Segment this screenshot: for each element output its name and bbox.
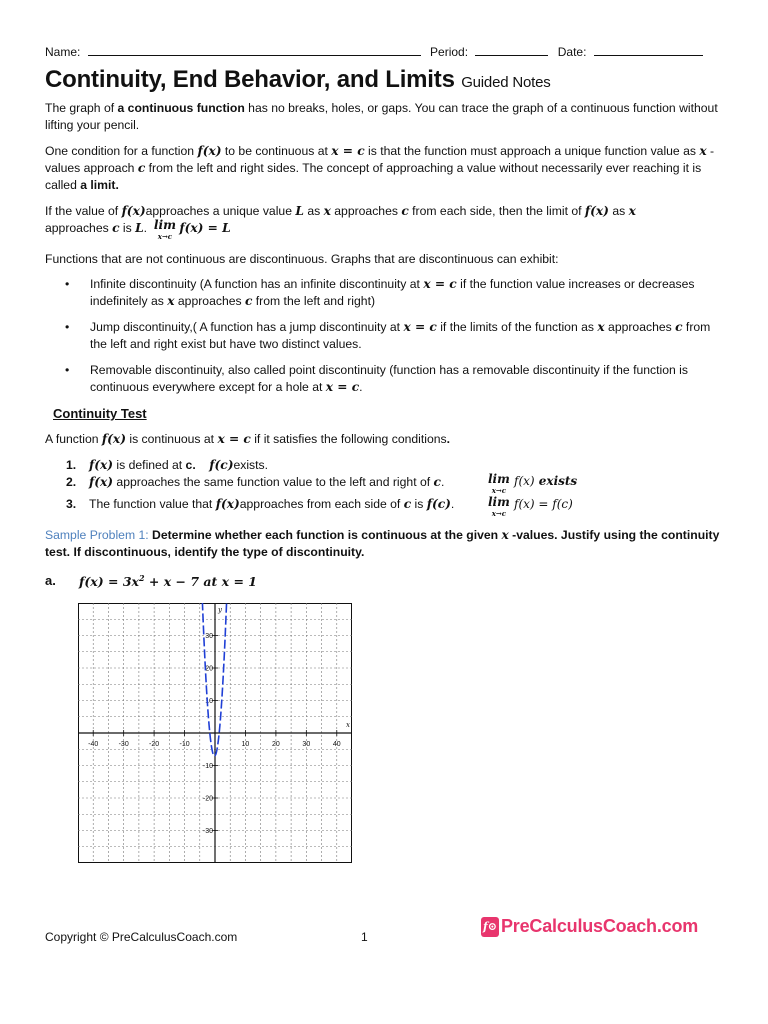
text: to be continuous at <box>221 144 332 158</box>
bold-term: a limit. <box>80 178 119 192</box>
text: One condition for a function <box>45 144 198 158</box>
lim-word: lim <box>153 218 176 232</box>
page-title <box>45 66 551 94</box>
text: The function value that <box>89 497 216 511</box>
brand-icon: f⊙ <box>481 917 499 937</box>
brand-logo[interactable] <box>481 916 698 937</box>
name-field[interactable] <box>88 45 421 56</box>
title-sub: Guided Notes <box>461 74 551 91</box>
text: from each side, then the limit of <box>408 204 585 218</box>
name-label: Name: <box>45 45 81 59</box>
lim-word: lim <box>488 472 510 486</box>
math: f(x) <box>584 204 609 218</box>
math: x <box>628 204 636 218</box>
paragraph-discontinuous: Functions that are not continuous are discontinuous. Graphs that are discontinuous can exhibit: <box>45 252 559 266</box>
text: approaches a unique value <box>145 204 296 218</box>
text: Determine whether each function is continuous at the given <box>148 528 502 542</box>
sample-problem <box>45 527 725 561</box>
math: c <box>112 221 120 235</box>
period-label: Period: <box>430 45 469 59</box>
math: x = c <box>403 320 437 334</box>
x-tick-label: 20 <box>271 741 280 748</box>
text: is defined at <box>113 458 186 472</box>
exponent: 2 <box>139 573 145 583</box>
text: Jump discontinuity,( A function has a jump discontinuity at <box>90 320 404 334</box>
text: is <box>411 497 427 511</box>
bold-term: a continuous function <box>117 101 245 115</box>
text: from the left and right sides. The concept of approaching a value without necessarily ever reaching it is called <box>45 161 702 192</box>
limit-notation <box>488 497 510 519</box>
text: A function <box>45 432 102 446</box>
worksheet-header <box>45 45 725 59</box>
brand-name: PreCalculusCoach.com <box>501 916 699 936</box>
x-tick-label: 10 <box>241 741 250 748</box>
period-field[interactable] <box>475 45 548 56</box>
y-tick-label: -10 <box>202 763 213 770</box>
math: f(x) <box>101 432 126 446</box>
text: is <box>119 221 136 235</box>
limit-exists <box>488 474 577 496</box>
math: x = c <box>423 277 457 291</box>
lim-subscript: x→c <box>157 232 173 241</box>
text: as <box>303 204 324 218</box>
x-tick-label: -40 <box>88 741 99 748</box>
math: f(x) <box>215 497 240 511</box>
number: 1. <box>66 458 77 472</box>
math: c <box>433 475 441 489</box>
math: c <box>401 204 409 218</box>
x-tick-label: 30 <box>302 741 311 748</box>
math: x = c <box>325 380 360 394</box>
condition-2 <box>66 474 444 491</box>
paragraph-limit-intro <box>45 143 725 194</box>
text: Infinite discontinuity (A function has an infinite discontinuity at <box>90 277 424 291</box>
list-item <box>45 276 725 310</box>
y-axis-label: y <box>218 606 222 614</box>
part-a-function <box>79 573 257 589</box>
lim-word: lim <box>488 495 510 509</box>
discontinuity-list <box>45 276 725 405</box>
math: f(x) <box>89 475 114 489</box>
text: Removable discontinuity, also called point discontinuity (function has a removable discontinuity if the function is continuous everywhere except for a hole at <box>90 363 688 394</box>
math: c <box>403 497 412 511</box>
text: from the left and right exist but have two distinct values. <box>90 320 711 351</box>
x-tick-label: -30 <box>118 741 129 748</box>
page-number: 1 <box>361 930 368 944</box>
text: If the value of <box>45 204 122 218</box>
text: if the limits of the function as <box>436 320 598 334</box>
text: . <box>446 432 450 446</box>
math: f(c) <box>426 497 451 511</box>
lim-subscript: x→c <box>491 509 507 518</box>
math: c <box>137 161 146 175</box>
text: c. <box>185 458 196 472</box>
text: approaches from each side of <box>239 497 404 511</box>
text: if it satisfies the following conditions <box>250 432 447 446</box>
text: exists. <box>233 458 269 472</box>
x-axis-label: x <box>346 721 350 729</box>
function-graph <box>78 603 352 863</box>
math: f(x) = L <box>179 221 231 235</box>
math: f(x) = 3x <box>79 574 139 590</box>
limit-notation <box>154 220 176 242</box>
text: . <box>440 475 445 489</box>
y-tick-label: -30 <box>202 828 213 835</box>
math: c <box>244 294 253 308</box>
lim-subscript: x→c <box>491 486 507 495</box>
text: approaches <box>174 294 245 308</box>
math: x <box>699 144 707 158</box>
limit-notation <box>488 474 510 496</box>
y-tick-label: -20 <box>202 795 213 803</box>
text: approaches <box>330 204 402 218</box>
text: if the function value increases or decreases indefinitely as <box>90 277 695 308</box>
text: is continuous at <box>125 432 218 446</box>
paragraph-continuous <box>45 100 725 134</box>
math: f(x) <box>89 458 114 472</box>
x-tick-label: -20 <box>149 741 160 748</box>
list-item <box>45 362 725 396</box>
date-field[interactable] <box>594 45 703 56</box>
math: f(x) <box>197 144 222 158</box>
text: as <box>608 204 629 218</box>
math: c <box>675 320 683 334</box>
math: f(x) <box>514 474 535 488</box>
math: f(x) = f(c) <box>514 497 573 511</box>
text: . <box>143 221 148 235</box>
math: x = c <box>217 432 251 446</box>
text: from the left and right) <box>252 294 376 308</box>
number: 2. <box>66 475 77 489</box>
x-tick-label: -10 <box>179 741 190 748</box>
math: f(c) <box>209 458 234 472</box>
math: x <box>597 320 605 334</box>
math: L <box>295 204 304 218</box>
y-tick-label: 20 <box>205 665 213 673</box>
text: . <box>359 380 363 394</box>
text: approaches <box>45 221 113 235</box>
condition-3 <box>66 496 454 513</box>
x-tick-label: 40 <box>332 741 341 748</box>
y-tick-label: 30 <box>205 633 213 640</box>
date-label: Date: <box>557 45 587 59</box>
math: x <box>323 204 331 218</box>
copyright: Copyright © PreCalculusCoach.com <box>45 930 238 944</box>
list-item <box>45 319 725 353</box>
text: -values approach <box>45 144 715 175</box>
sample-label: Sample Problem 1: <box>45 528 149 542</box>
part-a-label: a. <box>45 573 56 588</box>
math: x <box>501 528 509 542</box>
y-tick-label: 10 <box>205 698 213 705</box>
title-main: Continuity, End Behavior, and Limits <box>45 66 455 93</box>
text: approaches the same function value to the left and right of <box>113 475 434 489</box>
text: . <box>450 497 455 511</box>
text: -values. Justify using the continuity test. If discontinuous, identify the type of discontinuity. <box>45 528 720 559</box>
text: The graph of <box>45 101 118 115</box>
math: x <box>167 294 175 308</box>
limit-equals <box>488 497 573 519</box>
math: exists <box>538 474 578 488</box>
section-heading: Continuity Test <box>53 406 147 421</box>
paragraph-limit-definition <box>45 203 725 242</box>
math: f(x) <box>121 204 146 218</box>
continuity-intro <box>45 431 725 448</box>
math: + x − 7 at x = 1 <box>144 574 257 590</box>
text: is that the function must approach a unique function value as <box>364 144 700 158</box>
math: L <box>135 221 144 235</box>
text: approaches <box>604 320 676 334</box>
math: x = c <box>331 144 365 158</box>
text: has no breaks, holes, or gaps. You can trace the graph of a continuous function without lifting your pencil. <box>45 101 718 132</box>
condition-1 <box>66 457 268 474</box>
number: 3. <box>66 497 77 511</box>
